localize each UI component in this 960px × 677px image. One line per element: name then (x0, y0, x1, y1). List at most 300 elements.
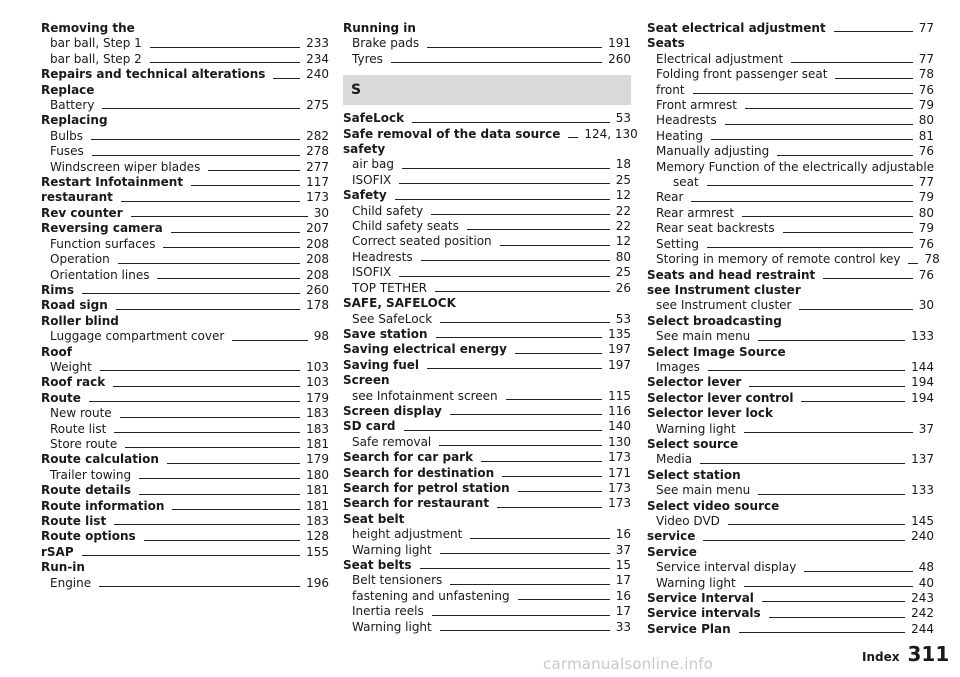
page-reference[interactable]: 244 (911, 621, 934, 636)
page-reference[interactable]: 77 (918, 21, 934, 35)
leader-line (502, 476, 602, 477)
index-subentry[interactable] (343, 589, 631, 604)
page-reference[interactable]: 133 (911, 483, 934, 498)
page-reference[interactable]: 81 (918, 128, 934, 143)
entry-label: Saving electrical energy (343, 342, 507, 357)
entry-label: Route options (41, 529, 136, 544)
index-subentry[interactable] (343, 204, 631, 219)
entry-label: Inertia reels (352, 604, 424, 619)
index-subentry[interactable] (343, 389, 631, 404)
page-reference[interactable]: 173 (306, 190, 329, 205)
index-column-1 (41, 21, 329, 591)
leader-line (783, 232, 913, 233)
index-entry[interactable] (41, 529, 329, 544)
page-reference[interactable]: 22 (615, 219, 631, 234)
page-reference[interactable]: 181 (306, 436, 329, 451)
page-reference[interactable]: 242 (911, 606, 934, 621)
index-heading: SAFE, SAFELOCK (343, 296, 456, 311)
page-reference[interactable]: 240 (911, 529, 934, 544)
entry-label: Fuses (50, 144, 84, 159)
leader-line (700, 463, 905, 464)
index-subentry[interactable] (343, 527, 631, 542)
entry-label: TOP TETHER (352, 280, 428, 295)
page-reference[interactable]: 181 (306, 483, 329, 498)
index-entry[interactable] (41, 514, 329, 529)
index-entry[interactable] (343, 466, 631, 481)
page-reference[interactable]: 12 (615, 188, 631, 203)
entry-label: Repairs and technical alterations (41, 67, 266, 82)
index-entry[interactable] (41, 221, 329, 236)
page-reference[interactable]: 260 (608, 51, 631, 66)
entry-label: Restart Infotainment (41, 175, 184, 190)
index-column-2 (343, 21, 638, 635)
page-reference[interactable]: 173 (608, 496, 631, 511)
index-subentry[interactable] (647, 483, 934, 498)
index-entry[interactable] (343, 111, 631, 126)
leader-line (150, 47, 300, 48)
index-subentry[interactable] (41, 237, 329, 252)
leader-line (739, 632, 905, 633)
page-reference[interactable]: 79 (918, 221, 934, 236)
page-reference[interactable]: 183 (306, 514, 329, 528)
index-subentry[interactable] (41, 422, 329, 437)
page-reference[interactable]: 117 (306, 175, 329, 190)
index-entry[interactable] (41, 67, 329, 82)
leader-line (762, 601, 905, 602)
entry-label: Route list (50, 421, 107, 436)
index-entry[interactable] (343, 358, 631, 373)
leader-line (404, 430, 603, 431)
page-reference[interactable]: 133 (911, 329, 934, 344)
entry-label: bar ball, Step 2 (50, 51, 142, 66)
page-reference[interactable]: 173 (608, 450, 631, 465)
entry-label: Seat electrical adjustment (647, 21, 826, 35)
page-reference[interactable]: 183 (306, 406, 329, 421)
index-subentry[interactable] (41, 98, 329, 113)
leader-line (804, 571, 912, 572)
entry-label: Service interval display (656, 560, 797, 575)
index-subentry[interactable] (343, 604, 631, 619)
index-entry[interactable] (343, 188, 631, 203)
entry-label: Warning light (656, 421, 736, 436)
page-reference[interactable]: 22 (615, 203, 631, 218)
index-entry[interactable] (343, 558, 631, 573)
leader-line (399, 276, 609, 277)
index-subentry[interactable] (41, 468, 329, 483)
page-reference[interactable]: 48 (918, 560, 934, 575)
page-reference[interactable]: 15 (615, 558, 631, 572)
entry-label: height adjustment (352, 527, 463, 542)
page-reference[interactable]: 76 (918, 236, 934, 251)
leader-line (749, 386, 905, 387)
page-reference[interactable]: 76 (918, 144, 934, 159)
index-subentry[interactable] (647, 560, 934, 575)
page-reference[interactable]: 208 (306, 267, 329, 282)
leader-line (191, 185, 300, 186)
index-entry[interactable] (41, 391, 329, 406)
page-reference[interactable]: 181 (306, 498, 329, 513)
leader-line (515, 353, 602, 354)
index-entry[interactable] (41, 175, 329, 190)
page-reference[interactable]: 26 (615, 280, 631, 295)
entry-label: Saving fuel (343, 357, 420, 372)
page-reference[interactable]: 17 (615, 573, 631, 588)
index-entry[interactable] (343, 450, 631, 465)
index-entry[interactable] (41, 206, 329, 221)
leader-line (171, 232, 300, 233)
index-subentry[interactable] (647, 514, 934, 529)
index-subentry[interactable] (647, 206, 934, 221)
leader-line (99, 586, 300, 587)
page-reference[interactable]: 115 (608, 388, 631, 403)
leader-line (500, 245, 610, 246)
leader-line (91, 139, 300, 140)
page-reference[interactable]: 79 (918, 190, 934, 205)
page-reference[interactable]: 196 (306, 575, 329, 590)
index-subentry[interactable] (647, 144, 934, 159)
page-reference[interactable]: 16 (615, 527, 631, 542)
page-reference[interactable]: 25 (615, 265, 631, 280)
index-subentry[interactable] (41, 360, 329, 375)
entry-label: Belt tensioners (352, 573, 443, 588)
page-reference[interactable]: 18 (615, 157, 631, 172)
leader-line (834, 31, 913, 32)
index-entry[interactable] (647, 591, 934, 606)
index-subentry[interactable] (343, 265, 631, 280)
entry-label: Service intervals (647, 606, 761, 621)
leader-line (568, 137, 578, 138)
index-subentry[interactable] (647, 67, 934, 82)
entry-label: Windscreen wiper blades (50, 159, 201, 174)
index-entry[interactable] (647, 622, 934, 637)
index-subentry[interactable] (343, 435, 631, 450)
entry-label: Roof rack (41, 375, 106, 390)
index-entry[interactable] (647, 375, 934, 390)
page-reference[interactable]: 144 (911, 359, 934, 374)
index-subentry[interactable] (343, 219, 631, 234)
entry-label: Rear seat backrests (656, 221, 775, 236)
entry-label: Safe removal (352, 434, 432, 449)
leader-line (439, 445, 602, 446)
page-reference[interactable]: 194 (911, 375, 934, 390)
index-entry[interactable] (343, 481, 631, 496)
index-subentry[interactable] (41, 576, 329, 591)
leader-line (758, 340, 905, 341)
entry-label: Function surfaces (50, 236, 156, 251)
index-subentry[interactable] (343, 173, 631, 188)
index-subentry[interactable] (41, 160, 329, 175)
page-reference[interactable]: 116 (608, 403, 631, 418)
index-entry[interactable] (343, 126, 638, 142)
page-reference[interactable]: 207 (306, 221, 329, 236)
index-entry[interactable] (343, 404, 631, 419)
leader-line (82, 555, 300, 556)
page-reference[interactable]: 53 (615, 111, 631, 126)
page-reference[interactable]: 140 (608, 419, 631, 434)
leader-line (470, 538, 609, 539)
entry-label: Route details (41, 483, 132, 498)
index-heading: Select station (647, 467, 741, 482)
page-reference[interactable]: 260 (306, 282, 329, 297)
index-subentry[interactable] (343, 312, 631, 327)
entry-label: SD card (343, 419, 396, 434)
index-subentry[interactable] (647, 576, 934, 591)
page-reference[interactable]: 243 (911, 591, 934, 606)
page-reference[interactable]: 17 (615, 604, 631, 619)
page-reference[interactable]: 208 (306, 252, 329, 267)
leader-line (144, 540, 300, 541)
leader-line (427, 47, 602, 48)
index-subentry[interactable] (41, 52, 329, 67)
leader-line (725, 124, 913, 125)
leader-line (139, 478, 300, 479)
entry-label: See main menu (656, 483, 751, 498)
page-reference[interactable]: 240 (306, 67, 329, 82)
index-subentry[interactable] (41, 129, 329, 144)
index-entry[interactable] (41, 545, 329, 560)
index-heading: Removing the (41, 21, 135, 35)
index-subentry[interactable] (647, 452, 934, 467)
leader-line (435, 291, 610, 292)
page-reference[interactable]: 78 (924, 252, 940, 267)
index-subentry[interactable] (41, 252, 329, 267)
entry-label: Rims (41, 282, 74, 297)
page-reference[interactable]: 145 (911, 514, 934, 528)
page-reference[interactable]: 173 (608, 480, 631, 495)
leader-line (835, 78, 912, 79)
entry-label: Store route (50, 436, 118, 451)
page-reference[interactable]: 16 (615, 588, 631, 603)
page-reference[interactable]: 208 (306, 236, 329, 251)
page-reference[interactable]: 275 (306, 98, 329, 113)
page-reference[interactable]: 80 (615, 249, 631, 264)
index-subentry[interactable] (647, 83, 934, 98)
leader-line (801, 401, 905, 402)
index-entry[interactable] (343, 342, 631, 357)
page-reference[interactable]: 79 (918, 98, 934, 113)
page-reference[interactable]: 277 (306, 159, 329, 174)
page-reference[interactable]: 179 (306, 390, 329, 405)
leader-line (769, 617, 905, 618)
page-reference[interactable]: 77 (918, 51, 934, 66)
entry-label: seat (673, 175, 699, 190)
index-entry[interactable] (41, 283, 329, 298)
entry-label: See main menu (656, 329, 751, 344)
leader-line (125, 447, 300, 448)
index-entry[interactable] (343, 419, 631, 434)
index-entry[interactable] (41, 375, 329, 390)
entry-label: SafeLock (343, 111, 405, 126)
index-subentry[interactable] (41, 329, 329, 344)
leader-line (172, 509, 300, 510)
page-reference[interactable]: 77 (918, 175, 934, 190)
page-reference[interactable]: 25 (615, 172, 631, 187)
leader-line (436, 337, 603, 338)
leader-line (518, 491, 602, 492)
leader-line (703, 540, 905, 541)
index-subentry[interactable] (647, 360, 934, 375)
index-subentry[interactable] (647, 52, 934, 67)
entry-label: air bag (352, 157, 395, 172)
page-reference[interactable]: 37 (615, 542, 631, 557)
page-reference[interactable]: 180 (306, 467, 329, 482)
page-reference[interactable]: 33 (615, 619, 631, 634)
page-reference[interactable]: 80 (918, 205, 934, 220)
index-heading: safety (343, 142, 386, 157)
index-subentry[interactable] (343, 573, 631, 588)
entry-label: Seat belts (343, 558, 412, 572)
page-reference[interactable]: 183 (306, 421, 329, 436)
entry-label: Headrests (656, 113, 717, 128)
index-subentry[interactable] (647, 329, 934, 344)
index-subentry[interactable] (41, 144, 329, 159)
page-reference[interactable]: 98 (313, 329, 329, 344)
entry-label: Child safety (352, 203, 424, 218)
leader-line (113, 386, 300, 387)
page-reference[interactable]: 191 (608, 36, 631, 51)
index-subentry[interactable] (343, 620, 631, 635)
index-subentry[interactable] (343, 250, 631, 265)
index-subentry[interactable] (41, 36, 329, 51)
entry-label: Warning light (352, 542, 432, 557)
index-subentry[interactable] (647, 221, 934, 236)
index-heading: Select video source (647, 498, 780, 513)
page-reference[interactable]: 137 (911, 452, 934, 467)
page-reference[interactable]: 103 (306, 375, 329, 390)
page-reference[interactable]: 130 (608, 434, 631, 449)
page-reference[interactable]: 103 (306, 359, 329, 374)
leader-line (100, 370, 300, 371)
index-subentry[interactable] (41, 406, 329, 421)
leader-line (691, 201, 912, 202)
page-reference[interactable]: 278 (306, 144, 329, 159)
index-subentry[interactable] (343, 52, 631, 67)
index-entry[interactable] (41, 499, 329, 514)
page-reference[interactable]: 37 (918, 421, 934, 436)
entry-label: front (656, 82, 685, 97)
entry-label: see Instrument cluster (656, 298, 792, 313)
entry-label: Selector lever (647, 375, 742, 390)
entry-label: Engine (50, 575, 92, 590)
index-entry[interactable] (41, 190, 329, 205)
page-reference[interactable]: 194 (911, 390, 934, 405)
entry-label: see Infotainment screen (352, 388, 498, 403)
leader-line (120, 417, 300, 418)
leader-line (497, 507, 602, 508)
page-reference[interactable]: 155 (306, 544, 329, 559)
index-subentry[interactable] (41, 437, 329, 452)
index-entry[interactable] (647, 529, 934, 544)
entry-label: Search for petrol station (343, 480, 510, 495)
index-subentry[interactable] (647, 129, 934, 144)
page-reference[interactable]: 80 (918, 113, 934, 128)
index-subentry[interactable] (647, 422, 934, 437)
page-reference[interactable]: 76 (918, 82, 934, 97)
page-reference[interactable]: 135 (608, 326, 631, 341)
page-reference[interactable]: 76 (918, 267, 934, 282)
footer-section-label: Index (862, 650, 900, 664)
index-subentry[interactable] (343, 543, 631, 558)
page-reference[interactable]: 179 (306, 452, 329, 467)
entry-label: Safety (343, 188, 387, 203)
entry-label: Route list (41, 514, 107, 528)
page-reference[interactable]: 178 (306, 298, 329, 313)
leader-line (89, 401, 300, 402)
page-reference[interactable]: 12 (615, 234, 631, 249)
page-reference[interactable]: 40 (918, 575, 934, 590)
leader-line (432, 615, 610, 616)
leader-line (412, 122, 610, 123)
entry-label: Video DVD (656, 514, 720, 528)
leader-line (777, 155, 912, 156)
index-entry[interactable] (41, 452, 329, 467)
index-subentry[interactable] (343, 36, 631, 51)
leader-line (431, 214, 610, 215)
entry-label: Battery (50, 98, 95, 113)
index-entry[interactable] (647, 606, 934, 621)
entry-label: Manually adjusting (656, 144, 770, 159)
page-reference[interactable]: 128 (306, 529, 329, 544)
index-heading: Replace (41, 82, 95, 97)
entry-label: Bulbs (50, 128, 84, 143)
page-reference[interactable]: 282 (306, 128, 329, 143)
index-subentry[interactable] (647, 252, 940, 267)
leader-line (139, 494, 300, 495)
index-subentry[interactable] (647, 237, 934, 252)
entry-label: Tyres (352, 51, 383, 66)
index-heading: Select broadcasting (647, 313, 782, 328)
page-reference[interactable]: 30 (313, 205, 329, 220)
page-reference[interactable]: 53 (615, 311, 631, 326)
index-entry[interactable] (647, 268, 934, 283)
page-reference[interactable]: 30 (918, 298, 934, 313)
leader-line (450, 584, 609, 585)
leader-line (427, 368, 602, 369)
entry-label: Route (41, 390, 81, 405)
index-subentry[interactable] (647, 298, 934, 313)
index-heading: Screen (343, 373, 390, 388)
index-entry[interactable] (343, 327, 631, 342)
leader-line (440, 322, 610, 323)
index-entry[interactable] (647, 21, 934, 36)
index-subentry[interactable] (41, 268, 329, 283)
index-entry[interactable] (41, 483, 329, 498)
leader-line (744, 432, 913, 433)
index-subentry[interactable] (343, 281, 631, 296)
index-subentry[interactable] (647, 98, 934, 113)
index-subentry[interactable] (343, 157, 631, 172)
leader-line (232, 340, 307, 341)
index-entry[interactable] (647, 391, 934, 406)
entry-label: Reversing camera (41, 221, 163, 236)
leader-line (121, 201, 300, 202)
index-subentry[interactable] (647, 113, 934, 128)
index-subentry[interactable] (647, 190, 934, 205)
index-subentry[interactable] (343, 234, 631, 249)
page-reference[interactable]: 234 (306, 51, 329, 66)
index-entry[interactable] (41, 298, 329, 313)
page-reference[interactable]: 124, 130 (584, 126, 638, 141)
page-reference[interactable]: 197 (608, 342, 631, 357)
index-entry[interactable] (343, 496, 631, 511)
page-reference[interactable]: 78 (918, 67, 934, 82)
page-reference[interactable]: 197 (608, 357, 631, 372)
entry-label: Warning light (656, 575, 736, 590)
entry-label: Route calculation (41, 452, 159, 467)
page-reference[interactable]: 233 (306, 36, 329, 51)
page-reference[interactable]: 171 (608, 465, 631, 480)
index-subentry[interactable] (647, 175, 934, 190)
